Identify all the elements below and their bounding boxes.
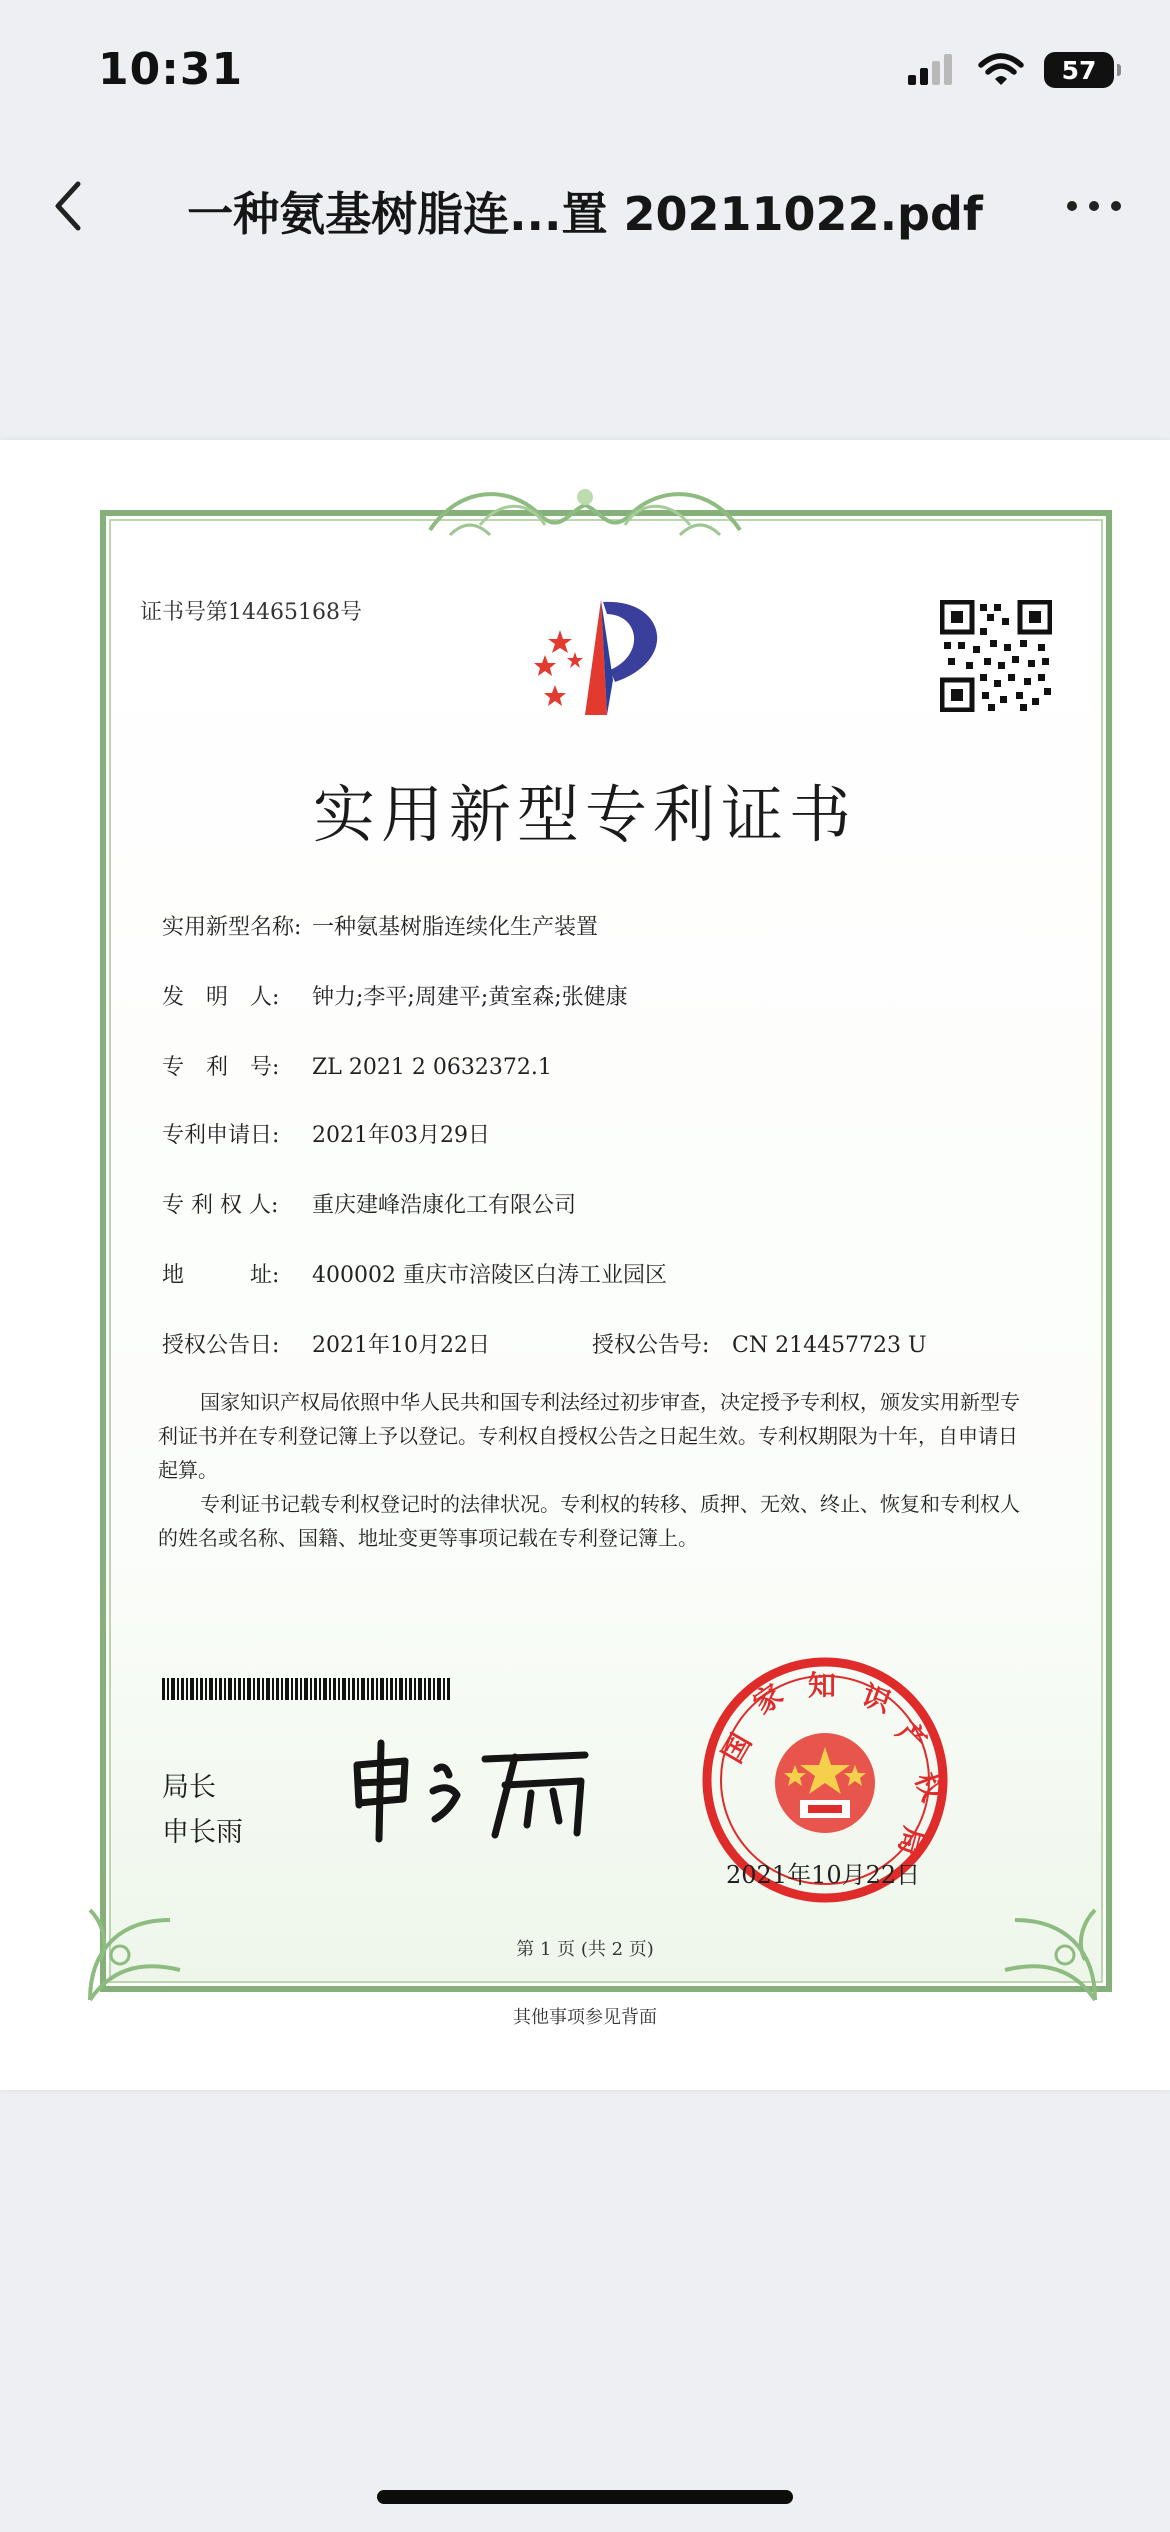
pdf-page[interactable] [0,440,1170,2090]
certificate-border [100,510,1112,1992]
home-indicator[interactable] [377,2490,793,2504]
status-time: 10:31 [98,44,244,95]
field-utility-name: 实用新型名称: 一种氨基树脂连续化生产装置 [162,915,599,940]
nav-bar [0,150,1170,270]
certificate-body [158,1385,1028,1555]
seal-char-6: 权 [908,1768,950,1806]
seal-char-5: 产 [890,1714,934,1758]
field-inventors: 发 明 人: 钟力;李平;周建平;黄室森;张健康 [162,985,628,1010]
qr-code [940,600,1052,712]
body-paragraph-1: 国家知识产权局依照中华人民共和国专利法经过初步审查，决定授予专利权，颁发实用新型专利证书并在专利登记簿上予以登记。专利权自授权公告之日起生效。专利权期限为十年，自申请日起算。 [158,1390,1020,1482]
back-note: 其他事项参见背面 [513,2007,657,2028]
certificate-number: 证书号第14465168号 [140,600,362,625]
body-paragraph-2: 专利证书记载专利权登记时的法律状况。专利权的转移、质押、无效、终止、恢复和专利权人的姓名或名称、国籍、地址变更等事项记载在专利登记簿上。 [158,1492,1020,1550]
top-ornament [420,475,750,545]
battery-icon [1044,52,1114,88]
seal-date: 2021年10月22日 [726,1861,921,1889]
status-icons [906,52,1114,88]
seal-char-3: 知 [808,1669,837,1702]
back-button[interactable] [40,176,100,236]
more-button[interactable] [1054,176,1134,236]
field-address: 地 址: 400002 重庆市涪陵区白涛工业园区 [162,1263,667,1288]
field-patent-number: 专 利 号: ZL 2021 2 0632372.1 [162,1055,552,1080]
barcode [162,1678,452,1700]
seal-char-2: 家 [747,1677,789,1721]
director-name: 申长雨 [162,1817,243,1848]
battery-level: 57 [1061,55,1097,85]
field-grant-number: 授权公告号: CN 214457723 U [592,1333,927,1358]
seal-char-7: 局 [891,1823,932,1859]
field-grant-date: 授权公告日: 2021年10月22日 [162,1333,490,1358]
document-title: 一种氨基树脂连...置 20211022.pdf [187,187,983,241]
seal-char-1: 国 [715,1727,759,1769]
director-block [162,1765,243,1855]
field-patentee: 专 利 权 人: 重庆建峰浩康化工有限公司 [162,1193,577,1218]
certificate-title: 实用新型专利证书 [312,778,857,851]
signal-icon [906,53,958,87]
seal-char-4: 识 [857,1678,896,1720]
signature [345,1735,605,1845]
patent-office-logo [515,590,685,720]
chevron-left-icon [40,176,100,236]
status-bar [0,0,1170,150]
page-number: 第 1 页 (共 2 页) [516,1939,654,1960]
more-horizontal-icon [1054,176,1134,236]
director-title: 局长 [162,1772,216,1803]
wifi-icon [978,53,1024,87]
field-application-date: 专利申请日: 2021年03月29日 [162,1123,490,1148]
